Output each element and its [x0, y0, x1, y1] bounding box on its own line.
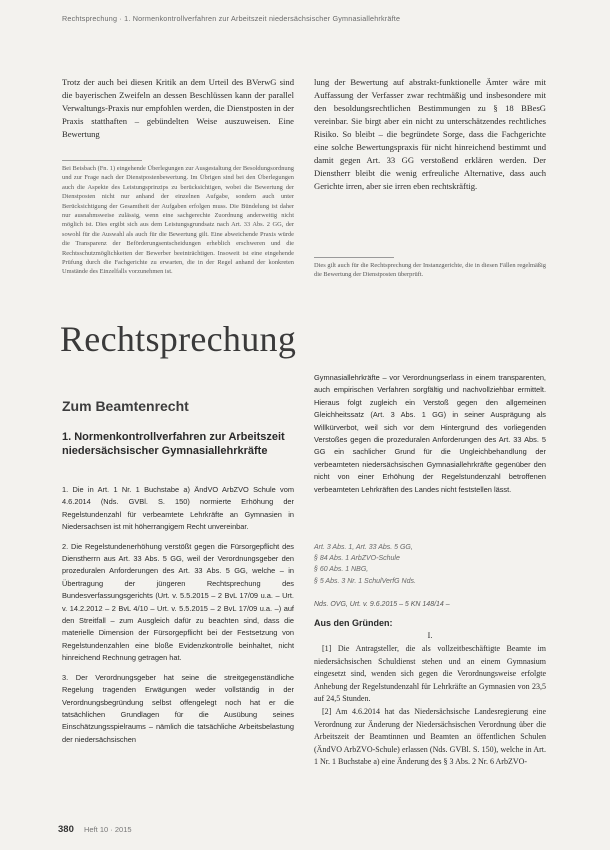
paragraph: lung der Bewertung auf abstrakt-funktionelle Ämter wäre mit Auffassung der Verfasser zwar rechtmäßig und insbesondere mit den besoldungsrechtlichen Bestimmungen zu § 18 BBesG vereinbar. Sie birgt aber ein nicht zu unterschätzendes rechtliches Risiko. So bleibt – die begründete Sorge, dass die Fachgerichte eine solche Bewertungspraxis für nicht hinreichend bestimmt und damit gegen Art. 33 GG verstoßend erklären werden. Der Dienstherr bleibt die wenig erfreuliche Alternative, dass auch Gerichte irren, aber sie irren eben rechtskräftig.	[314, 77, 546, 191]
guiding-principle: 2. Die Regelstundenerhöhung verstößt gegen die Fürsorgepflicht des Dienstherrn aus Art. 33 Abs. 5 GG, weil der Verordnungsgeber den prozeduralen Anforderungen des Art. 33 Abs. 5 GG, welche – in Übertragung der jüngeren Rechtsprechung des Bundesverfassungsgerichts (Urt. v. 5.5.2015 – 2 BvL 17/09 u.a. – Urt. v. 14.2.2012 – 2 BvL 4/10 – Urt. v. 5.5.2015 – 2 BvL 17/09 u.a. –) auf den Streitfall – zum Ausgleich dafür zu beachten sind, dass die materielle Dimension der Fürsorgepflicht bei der Festsetzung von Regelstundenzahlen eine bloße Evidenzkontrolle beinhaltet, nicht hinreichend Rechnung getragen hat.	[62, 541, 294, 663]
article-title: 1. Normenkontrollverfahren zur Arbeitszeit niedersächsischer Gymnasiallehrkräfte	[62, 431, 285, 457]
norm: § 60 Abs. 1 NBG,	[314, 566, 369, 574]
grounds-text	[314, 643, 546, 769]
footnote: Dies gilt auch für die Rechtsprechung der Instanzgerichte, die in diesen Fällen regelmäßig die Bewertung der Dienstposten überprüft.	[314, 262, 546, 279]
roman-numeral: I.	[427, 631, 433, 640]
grounds-paragraph: [1] Die Antragsteller, die als vollzeitbeschäftigte Beamte im niedersächsischen Schuldienst stehen und an einem Gymnasium eingesetzt sind, wenden sich gegen die Verordnungsweise erfolgte Anhebung der Regelstundenzahl für Lehrkräfte an Gymnasien von 23,5 auf 24,5 Stunden.	[314, 644, 546, 704]
guiding-principles-left	[62, 484, 294, 753]
norm: § 84 Abs. 1 ArbZVO-Schule	[314, 555, 400, 563]
footnote-rule	[314, 257, 394, 258]
court-reference: Nds. OVG, Urt. v. 9.6.2015 – 5 KN 148/14 –	[314, 601, 450, 608]
grounds-heading: Aus den Gründen:	[314, 618, 393, 628]
guiding-principle: Gymnasiallehrkräfte – vor Verordnungserlass in einem transparenten, auch empirischen Verfahren sorgfältig und nachvollziehbar ermittelt. Hieraus folgt zugleich ein Verstoß gegen den allgemeinen Gleichheitssatz (Art. 3 Abs. 1 GG) in seiner Ausprägung als Willkürverbot, weil sich vor dem Hintergrund des vorliegenden Verstoßes gegen die prozeduralen Anforderungen des Art. 33 Abs. 5 GG ein sachlicher Grund für die Ungleichbehandlung der verbeamteten niedersächsischen Gymnasiallehrkräfte gegenüber den nicht von einer Erhöhung der Regelstundenzahl betroffenen verbeamteten Lehrkräften des Landes nicht feststellen lässt.	[314, 373, 546, 494]
guiding-principle: 1. Die in Art. 1 Nr. 1 Buchstabe a) ÄndVO ArbZVO Schule vom 4.6.2014 (Nds. GVBl. S. 150) normierte Erhöhung der Regelstundenzahl für verbeamtete Lehrkräfte an Gymnasien in Niedersachsen ist mit höherrangigem Recht unvereinbar.	[62, 485, 294, 532]
footnote-block-right	[314, 257, 546, 280]
section-title: Rechtsprechung	[60, 319, 297, 359]
footnote-block-left	[62, 160, 294, 277]
subsection-title: Zum Beamtenrecht	[62, 398, 189, 414]
continued-text-left	[62, 76, 294, 141]
guiding-principle: 3. Der Verordnungsgeber hat seine die streitgegenständliche Regelung tragenden Erwägungen weder vollständig in der Verordnungsbegründung selbst offengelegt noch hat er die tatsächlichen Grundlagen für die Ausübung seines Einschätzungsspielraums – nämlich die tatsächliche Arbeitsbelastung der niedersächsischen	[62, 672, 294, 744]
footnote-rule	[62, 160, 142, 161]
footnote: Bei Beisbach (Fn. 1) eingehende Überlegungen zur Ausgestaltung der Besoldungsordnung und zur Frage nach der Dienstpostenbewertung. Im Übrigen sind bei den Überlegungen auch die Aspekte des Leistungsprinzips zu berücksichtigen, wobei die Bewertung der Dienstposten nicht nur anhand der einzelnen Aufgabe, sondern auch unter Berücksichtigung der Gesamtheit der Aufgaben erfolgen muss. Die Bündelung ist daher nur ausnahmsweise zulässig, wenn eine sachgerechte Zuordnung anderweitig nicht möglich ist. Dies ergibt sich aus dem Leistungsgrundsatz nach Art. 33 Abs. 2 GG, der sowohl für die Auswahl als auch für die Bewertung gilt. Eine abweichende Praxis würde die Transparenz der Beförderungsentscheidungen erheblich erschweren und die Rechtsschutzmöglichkeiten der Bewerber beeinträchtigen. Insoweit ist eine eingehende Prüfung durch die Fachgerichte zu erwarten, die in der Regel anhand der konkreten Umstände des Einzelfalls vorzunehmen ist.	[62, 165, 294, 276]
page-number: 380	[58, 824, 74, 835]
paragraph: Trotz der auch bei diesen Kritik an dem Urteil des BVerwG sind die bayerischen Zweifeln an dessen Beschlüssen kann der parallel Verwaltungs-Praxis nur empfohlen werden, die Dienstposten in der Praxis statthaften – gebündelten Weise auszuweisen. Eine Bewertung	[62, 77, 294, 139]
issue-label: Heft 10 · 2015	[84, 825, 132, 834]
continued-text-right	[314, 76, 546, 193]
norms-list	[314, 542, 546, 587]
running-head: Rechtsprechung · 1. Normenkontrollverfahren zur Arbeitszeit niedersächsischer Gymnasiallehrkräfte	[62, 14, 401, 23]
grounds-paragraph: [2] Am 4.6.2014 hat das Niedersächsische Landesregierung eine Verordnung zur Änderung der Niedersächsischen Verordnung über die Arbeitszeit der Beamtinnen und Beamten an öffentlichen Schulen (ÄndVO ArbZVO-Schule) erlassen (Nds. GVBl. S. 150), welche in Art. 1 Nr. 1 Buchstabe a) eine Änderung des § 3 Abs. 2 Nr. 6 ArbZVO-	[314, 706, 546, 767]
guiding-principles-right	[314, 372, 546, 503]
norm: § 5 Abs. 3 Nr. 1 SchulVerfG Nds.	[314, 577, 416, 585]
norm: Art. 3 Abs. 1, Art. 33 Abs. 5 GG,	[314, 544, 413, 551]
